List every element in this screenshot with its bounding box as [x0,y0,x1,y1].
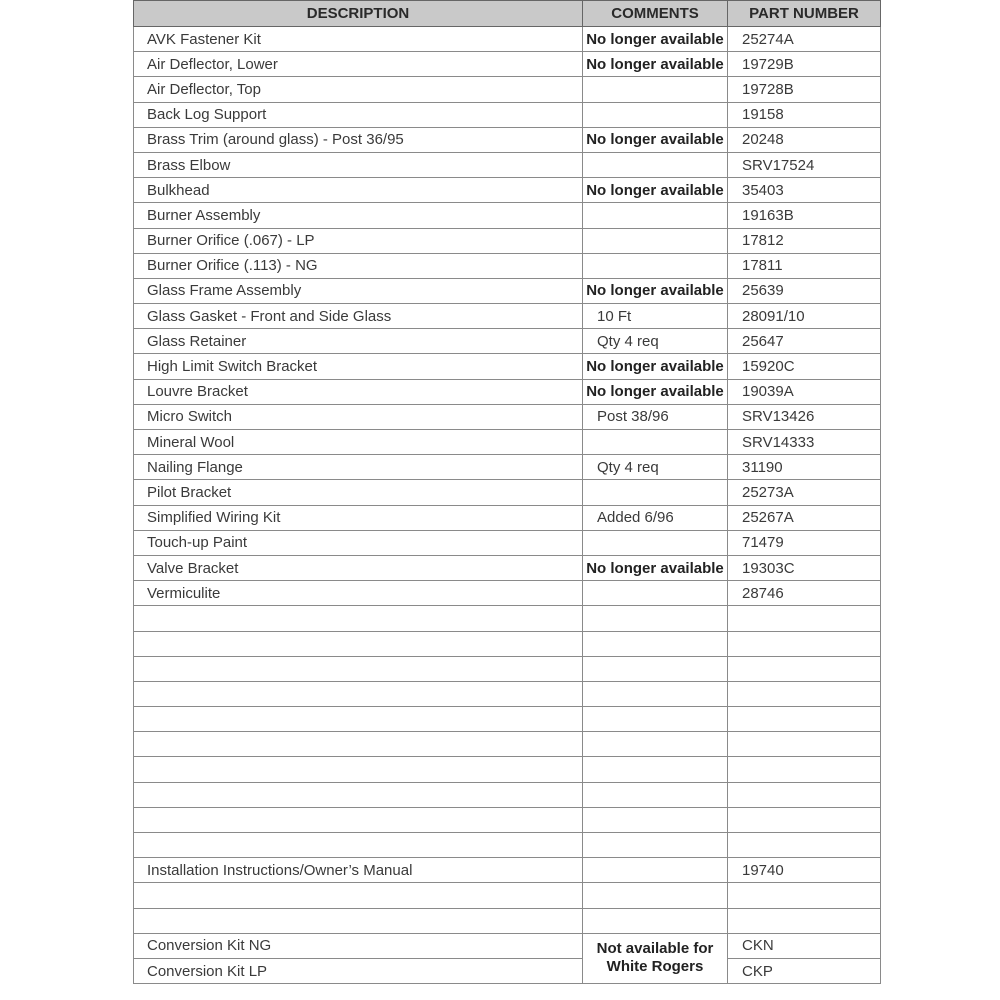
row-comment [583,228,728,253]
row-comment [583,858,728,883]
table-row [134,77,881,102]
row-description: Bulkhead [134,178,583,203]
header-row [134,1,881,27]
table-row [134,530,881,555]
row-description [134,707,583,732]
table-row [134,52,881,77]
row-part-number: 19163B [728,203,881,228]
row-description: Conversion Kit NG [134,933,583,958]
row-description: Valve Bracket [134,555,583,580]
row-description: Vermiculite [134,581,583,606]
row-description: Mineral Wool [134,430,583,455]
table-row [134,127,881,152]
row-part-number: 28091/10 [728,304,881,329]
row-part-number [728,833,881,858]
table-row-conversion [134,933,881,958]
row-part-number [728,807,881,832]
row-part-number [728,757,881,782]
row-comment [583,908,728,933]
row-part-number: 19729B [728,52,881,77]
row-comment [583,480,728,505]
row-description [134,681,583,706]
table-row [134,606,881,631]
row-description: Glass Gasket - Front and Side Glass [134,304,583,329]
row-description [134,732,583,757]
row-comment [583,253,728,278]
row-description: Nailing Flange [134,455,583,480]
row-comment [583,782,728,807]
row-part-number [728,631,881,656]
row-part-number: 35403 [728,178,881,203]
row-part-number [728,606,881,631]
row-comment [583,681,728,706]
row-part-number [728,707,881,732]
row-part-number [728,732,881,757]
table-row [134,807,881,832]
table-row [134,278,881,303]
row-part-number [728,908,881,933]
table-row [134,833,881,858]
row-comment: No longer available [583,52,728,77]
row-part-number: 19039A [728,379,881,404]
row-part-number: CKP [728,958,881,983]
row-comment [583,631,728,656]
table-row [134,304,881,329]
row-description [134,908,583,933]
table-row [134,757,881,782]
row-comment: Added 6/96 [583,505,728,530]
row-description: Touch-up Paint [134,530,583,555]
row-part-number: 17812 [728,228,881,253]
table-row [134,883,881,908]
row-comment [583,807,728,832]
table-row [134,178,881,203]
row-part-number: 19728B [728,77,881,102]
table-row [134,152,881,177]
row-part-number: 15920C [728,354,881,379]
table-row [134,908,881,933]
row-description: Air Deflector, Top [134,77,583,102]
row-comment: Post 38/96 [583,404,728,429]
row-part-number: 71479 [728,530,881,555]
table-row [134,102,881,127]
parts-table [133,0,881,984]
row-comment: Qty 4 req [583,455,728,480]
row-comment [583,732,728,757]
row-description: Glass Retainer [134,329,583,354]
table-row [134,430,881,455]
row-part-number: 25274A [728,27,881,52]
row-description: Burner Orifice (.067) - LP [134,228,583,253]
row-comment: No longer available [583,278,728,303]
row-part-number: 25267A [728,505,881,530]
conversion-comment: Not available for White Rogers [583,933,728,983]
row-description: Conversion Kit LP [134,958,583,983]
row-comment [583,77,728,102]
row-comment [583,581,728,606]
row-comment [583,430,728,455]
row-part-number: SRV17524 [728,152,881,177]
row-comment [583,707,728,732]
table-row [134,253,881,278]
row-description: Louvre Bracket [134,379,583,404]
row-part-number: 25647 [728,329,881,354]
row-comment: No longer available [583,27,728,52]
row-comment: No longer available [583,178,728,203]
row-comment [583,606,728,631]
row-description: Micro Switch [134,404,583,429]
row-description [134,757,583,782]
row-description [134,782,583,807]
row-part-number: 19158 [728,102,881,127]
row-description [134,606,583,631]
row-part-number: SRV14333 [728,430,881,455]
row-description [134,631,583,656]
row-comment: No longer available [583,555,728,580]
table-row [134,656,881,681]
parts-table-body [134,27,881,984]
table-row [134,681,881,706]
row-comment: Qty 4 req [583,329,728,354]
row-description: Burner Orifice (.113) - NG [134,253,583,278]
row-part-number: SRV13426 [728,404,881,429]
row-comment: 10 Ft [583,304,728,329]
row-description [134,807,583,832]
table-row [134,480,881,505]
row-part-number: 19303C [728,555,881,580]
row-comment: No longer available [583,354,728,379]
table-row [134,555,881,580]
table-row [134,858,881,883]
row-comment [583,152,728,177]
row-part-number: CKN [728,933,881,958]
table-row [134,203,881,228]
table-row [134,404,881,429]
row-part-number: 28746 [728,581,881,606]
row-description: Pilot Bracket [134,480,583,505]
table-row [134,379,881,404]
row-comment [583,203,728,228]
row-part-number: 25639 [728,278,881,303]
table-row [134,707,881,732]
row-part-number [728,656,881,681]
table-row [134,228,881,253]
row-description: Simplified Wiring Kit [134,505,583,530]
row-description [134,656,583,681]
table-row [134,505,881,530]
row-comment: No longer available [583,379,728,404]
table-row [134,455,881,480]
row-part-number [728,782,881,807]
row-part-number [728,681,881,706]
row-part-number: 20248 [728,127,881,152]
row-comment [583,530,728,555]
row-description: Air Deflector, Lower [134,52,583,77]
table-row [134,27,881,52]
row-description: Back Log Support [134,102,583,127]
row-comment [583,757,728,782]
row-description: Brass Elbow [134,152,583,177]
row-comment [583,883,728,908]
row-part-number: 25273A [728,480,881,505]
row-comment [583,833,728,858]
row-comment: No longer available [583,127,728,152]
row-part-number: 31190 [728,455,881,480]
header-description: DESCRIPTION [134,1,583,27]
table-row [134,631,881,656]
row-description: Glass Frame Assembly [134,278,583,303]
header-part-number: PART NUMBER [728,1,881,27]
row-description: Installation Instructions/Owner’s Manual [134,858,583,883]
row-description [134,833,583,858]
table-row [134,354,881,379]
row-part-number [728,883,881,908]
row-description: Burner Assembly [134,203,583,228]
table-row-conversion [134,958,881,983]
row-part-number: 17811 [728,253,881,278]
row-part-number: 19740 [728,858,881,883]
row-description: AVK Fastener Kit [134,27,583,52]
row-description: High Limit Switch Bracket [134,354,583,379]
table-row [134,329,881,354]
row-description: Brass Trim (around glass) - Post 36/95 [134,127,583,152]
header-comments: COMMENTS [583,1,728,27]
row-comment [583,656,728,681]
table-row [134,782,881,807]
row-comment [583,102,728,127]
row-description [134,883,583,908]
table-row [134,581,881,606]
table-row [134,732,881,757]
